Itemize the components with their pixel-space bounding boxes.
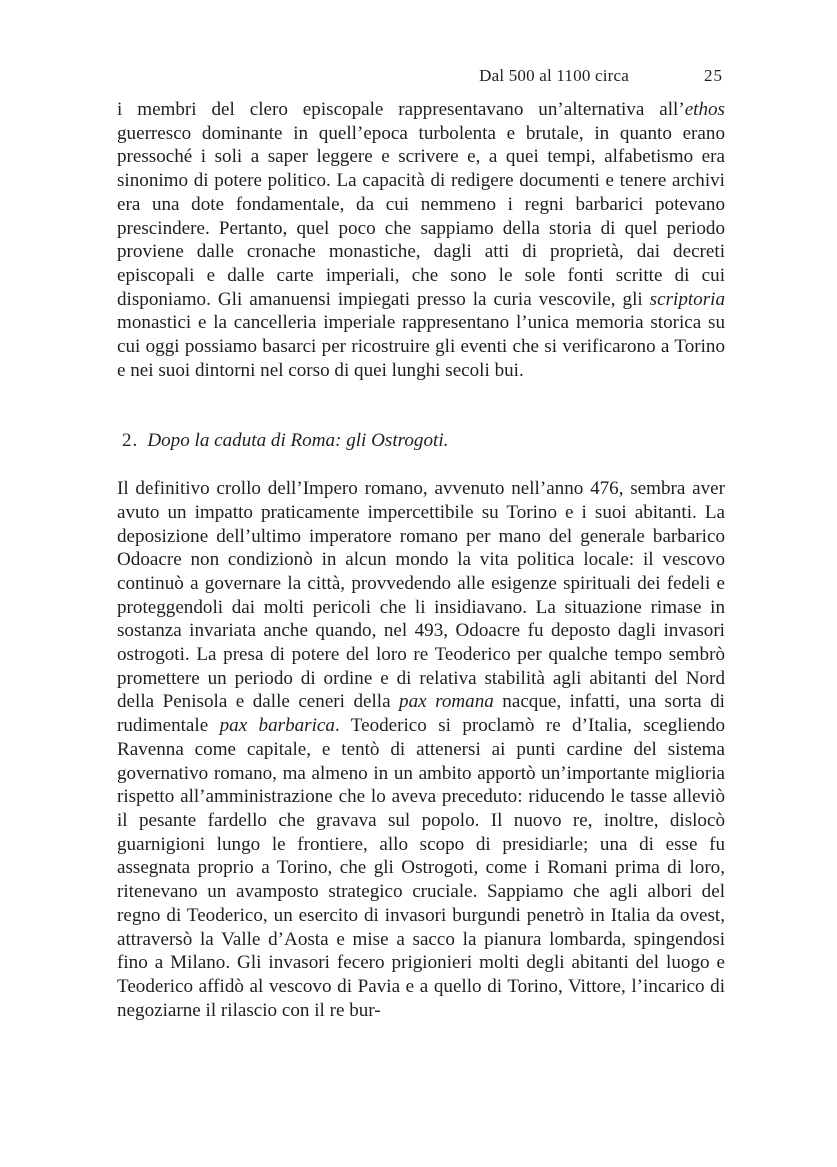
italic-term: pax barbarica (219, 715, 335, 737)
spacer (117, 453, 725, 477)
text-run: guerresco dominante in quell’epoca turbolenta e brutale, in quanto erano pressoché i soli a saper leggere e scrivere e, a quei tempi, alfabetismo era sinonimo di potere politico. La capacità di redigere documenti e tenere archivi era una dote fondamentale, da cui nemmeno i regni barbarici potevano prescindere. Pertanto, quel poco che sappiamo della storia di quel periodo proviene dalle cronache monastiche, dagli atti di proprietà, dai decreti episcopali e dalle carte imperiali, che sono le sole fonti scritte di cui disponiamo. Gli amanuensi impiegati presso la curia vescovile, gli (117, 122, 725, 310)
section-title: Dopo la caduta di Roma: gli Ostrogoti. (147, 430, 449, 452)
text-run: . Teoderico si proclamò re d’Italia, scegliendo Ravenna come capitale, e tentò di attenersi ai punti cardine del sistema governativo romano, ma almeno in un ambito apportò un’importante miglioria rispetto all’amministrazione che lo aveva preceduto: riducendo le tasse alleviò il pesante fardello che gravava sul popolo. Il nuovo re, inoltre, dislocò guarnigioni lungo le frontiere, allo scopo di presidiarle; una di esse fu assegnata proprio a Torino, che gli Ostrogoti, come i Romani prima di loro, ritenevano un avamposto strategico cruciale. Sappiamo che agli albori del regno di Teoderico, un esercito di invasori burgundi penetrò in Italia da ovest, attraversò la Valle d’Aosta e mise a sacco la pianura lombarda, spingendosi fino a Milano. Gli invasori fecero prigionieri molti degli abitanti del luogo e Teoderico affidò al vescovo di Pavia e a quello di Torino, Vittore, l’incarico di negoziarne il rilascio con il re bur- (117, 715, 726, 1021)
italic-term: scriptoria (649, 288, 725, 310)
italic-term: ethos (684, 99, 725, 120)
text-run: nacque, infatti, una sorta di rudimentale (117, 691, 725, 737)
section-heading (117, 429, 725, 453)
text-run: monastici e la cancelleria imperiale rappresentano l’unica memoria storica su cui oggi possiamo basarci per ricostruire gli eventi che si verificarono a Torino e nei suoi dintorni nel corso di quei lunghi secoli bui. (117, 312, 725, 381)
section-number: 2. (122, 430, 139, 452)
paragraph-continued (117, 98, 725, 382)
text-run: i membri del clero episcopale rappresentavano un’alternativa all’ (117, 99, 685, 120)
spacer (117, 382, 725, 429)
running-head (0, 66, 837, 90)
italic-term: pax romana (399, 691, 494, 713)
page-number: 25 (704, 66, 723, 85)
running-title: Dal 500 al 1100 circa (479, 66, 629, 85)
text-run: Il definitivo crollo dell’Impero romano, avvenuto nell’anno 476, sembra aver avuto un impatto praticamente impercettibile su Torino e i suoi abitanti. La deposizione dell’ultimo imperatore romano per mano del generale barbarico Odoacre non condizionò in alcun mondo la vita politica locale: il vescovo continuò a governare la città, provvedendo alle esigenze spirituali dei fedeli e proteggendoli dai molti pericoli che li insidiavano. La situazione rimase in sostanza invariata anche quando, nel 493, Odoacre fu deposto dagli invasori ostrogoti. La presa di potere del loro re Teoderico per qualche tempo sembrò promettere un periodo di ordine e di relativa stabilità agli abitanti del Nord della Penisola e dalle ceneri della (117, 478, 725, 713)
paragraph (117, 477, 725, 1022)
body-text (117, 98, 725, 1022)
